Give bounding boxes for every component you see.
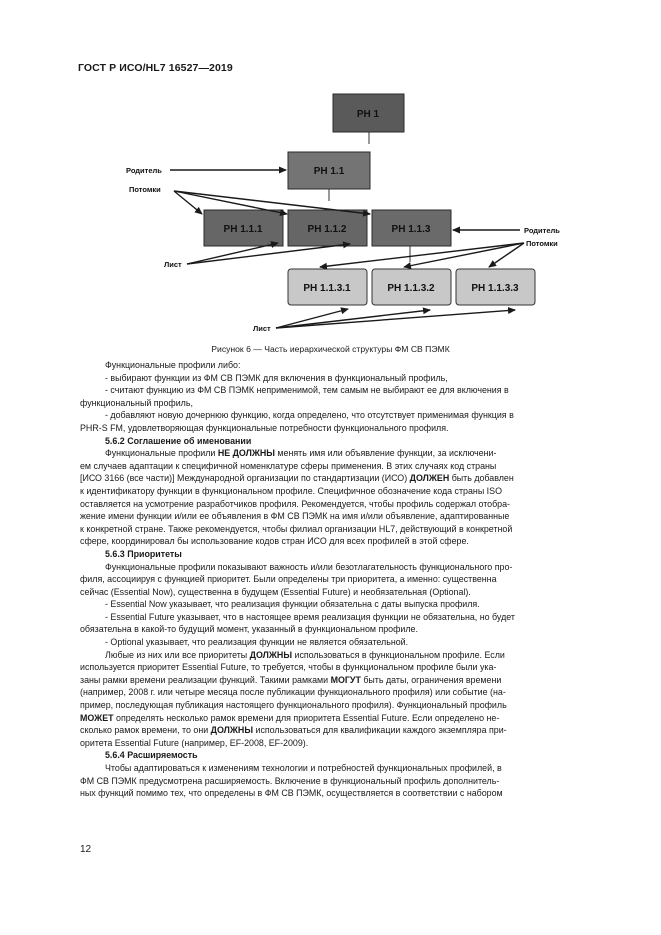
section-heading-naming: 5.6.2 Соглашение об именовании [105,435,252,446]
naming-line3 [80,472,613,485]
node-ph1-1-3-2-label: PH 1.1.3.2 [387,283,435,294]
text-run: быть даты, ограничения времени [360,674,502,685]
node-ph1-label: PH 1 [356,109,380,120]
keyword-must: ДОЛЖНЫ [249,649,293,660]
label-parent-left: Родитель [126,166,162,175]
node-ph1-1-1 [204,210,283,246]
extensibility-line3: ных функций помимо тех, что определены в ФМ СВ ПЭМК, осуществляется в соответствии с набором [80,788,503,799]
node-ph1-1-3-3-label: PH 1.1.3.3 [471,283,519,294]
arrow-leaf-bottom-2 [276,310,430,328]
label-leaf-bottom: Лист [253,324,271,333]
document-header: ГОСТ Р ИСО/HL7 16527—2019 [78,62,233,74]
node-ph1-1-3-2 [372,269,451,305]
naming-line5: оставляется на усмотрение разработчиков профиля. Рекомендуется, чтобы профиль содержал отобра- [80,498,511,509]
keyword-must: ДОЛЖНЫ [210,725,254,736]
priorities-line1: Функциональные профили показывают важность и/или безотлагательность функционального про- [105,561,513,572]
bullet-select: - выбирают функции из ФМ СВ ПЭМК для включения в функциональный профиль, [105,372,448,383]
node-ph1-1-3 [372,210,451,246]
naming-line4: к идентификатору функции в функциональном профиле. Специфичное обозначение кода страны ISO [80,485,502,496]
bullet-add-child-line2: PHR-S FM, удовлетворяющая функциональные потребности функционального профиля. [80,422,449,433]
priorities-line2: филя, ассоциируя с функцией приоритет. Были определены три приоритета, а именно: существенна [80,574,497,585]
priorities-usage-line7 [80,724,613,737]
node-ph1 [333,94,404,132]
label-leaf-left: Лист [164,260,182,269]
priorities-line3: сейчас (Essential Now), существенна в будущем (Essential Future) и необязательная (Optional). [80,586,471,597]
priority-essential-future-line2: обязательна в какой-то будущий момент, указанный в функциональном профиле. [80,624,418,635]
priorities-usage-line1 [80,649,613,662]
priority-essential-now: - Essential Now указывает, что реализация функции обязательна с даты выпуска профиля. [105,599,480,610]
text-run: использоваться в функциональном профиле. Если [292,649,505,660]
section-heading-priorities: 5.6.3 Приоритеты [105,548,182,559]
keyword-must-not: НЕ ДОЛЖНЫ [217,448,275,459]
hierarchy-figure [0,80,661,342]
text-run: быть добавлен [449,473,514,484]
priorities-usage-line3 [80,674,613,687]
document-body [80,359,613,800]
label-children-left: Потомки [129,185,161,194]
priorities-usage-line6 [80,712,613,725]
node-ph1-1-label: PH 1.1 [313,166,345,177]
node-ph1-1-3-label: PH 1.1.3 [391,224,431,235]
node-ph1-1-1-label: PH 1.1.1 [223,224,263,235]
naming-line2: ем случаев адаптации к специфичной номенклатуре сферы применения. В этих случаях код страны [80,460,497,471]
arrow-leaf-left-2 [187,244,350,264]
bullet-inapplicable-line1: - считают функцию из ФМ СВ ПЭМК неприменимой, тем самым не выбирают ее для включения в [105,385,509,396]
keyword-may: МОЖЕТ [80,712,114,723]
text-run: сколько рамок времени, то они [80,725,211,736]
priority-optional: - Optional указывает, что реализация функции не является обязательной. [105,637,409,648]
label-children-right: Потомки [526,239,558,248]
naming-line1 [80,447,613,460]
text-run: использоваться для квалификации каждого экземпляра при- [253,725,507,736]
priorities-usage-line8: оритета Essential Future (например, EF-2008, EF-2009). [80,737,309,748]
node-ph1-1-3-1-label: PH 1.1.3.1 [303,283,351,294]
intro-paragraph: Функциональные профили либо: [105,360,241,370]
priorities-usage-line4: (например, 2008 г. или четыре месяца после публикации функционального профиля) или событие (на- [80,687,506,698]
extensibility-line2: ФМ СВ ПЭМК предусмотрена расширяемость. Включение в функциональный профиль дополнитель- [80,775,500,786]
keyword-must: ДОЛЖЕН [409,473,450,484]
text-run: определять несколько рамок времени для приоритета Essential Future. Если определено не- [113,712,500,723]
node-ph1-1-3-3 [456,269,535,305]
page-number: 12 [80,844,92,855]
bullet-inapplicable-line2: функциональный профиль, [80,397,193,408]
node-ph1-1-3-1 [288,269,367,305]
node-ph1-1 [288,152,370,189]
priorities-usage-line5: пример, последующая публикация настоящего функционального профиля). Функциональный профиль [80,700,507,711]
text-run: Функциональные профили [105,448,218,459]
node-ph1-1-2 [288,210,367,246]
section-heading-extensibility: 5.6.4 Расширяемость [105,750,198,761]
naming-line6: жение имени функции и/или ее объявления в ФМ СВ ПЭМК на имя и/или объявление, адаптированные [80,511,510,522]
node-ph1-1-2-label: PH 1.1.2 [307,224,347,235]
label-parent-right: Родитель [524,226,560,235]
text-run: Любые из них или все приоритеты [105,649,250,660]
priority-essential-future-line1: - Essential Future указывает, что в настоящее время реализация функции не обязательна, но будет [105,611,515,622]
extensibility-line1: Чтобы адаптироваться к изменениям технологии и потребностей функциональных профилей, в [105,763,502,773]
text-run: заны рамки времени реализации функций. Такими рамками [80,674,331,685]
naming-line8: сфере, координировал бы использование кодов стран ИСО для всех профилей в этой сфере. [80,536,469,547]
text-run: [ИСО 3166 (все части)] Международной организации по стандартизации (ИСО) [80,473,410,484]
keyword-may: МОГУТ [330,674,361,685]
naming-line7: к конкретной стране. Также рекомендуется, чтобы филиал организации HL7, действующий в конкретной [80,523,513,534]
priorities-usage-line2: используется приоритет Essential Future, то требуется, чтобы в функциональном профиле были ука- [80,662,497,673]
figure-caption: Рисунок 6 — Часть иерархической структуры ФМ СВ ПЭМК [211,344,450,354]
bullet-add-child-line1: - добавляют новую дочернюю функцию, когда определено, что отсутствует применимая функция в [105,410,514,421]
text-run: менять имя или объявление функции, за исключени- [274,448,497,459]
